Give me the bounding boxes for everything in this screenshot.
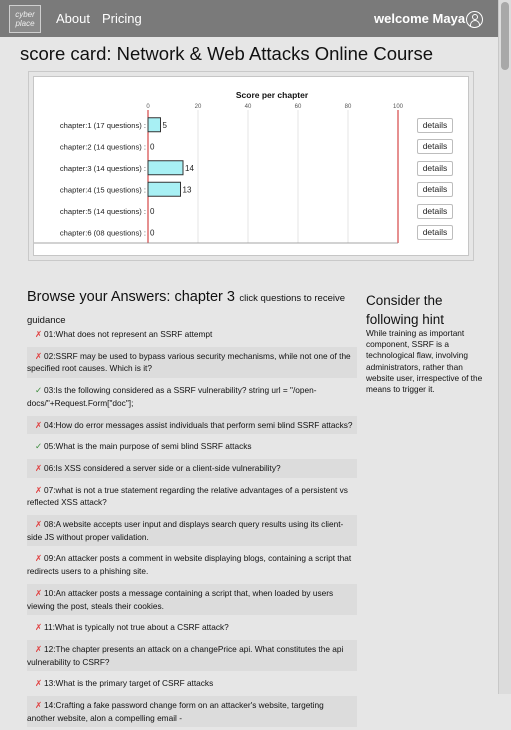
answer-question-text: 01:What does not represent an SSRF attempt [44,329,213,339]
answer-item[interactable] [27,640,357,671]
chart-title: Score per chapter [235,90,309,100]
cross-icon: ✗ [35,329,42,339]
details-button-chapter-4[interactable]: details [417,182,453,197]
details-button-chapter-1[interactable]: details [417,118,453,133]
category-label: chapter:4 (15 questions) : [59,185,146,195]
answer-item[interactable] [27,549,357,580]
nav-about-link[interactable]: About [56,11,90,26]
cross-icon: ✗ [35,587,42,598]
x-tick-label-100: 100 [392,104,404,110]
details-button-chapter-3[interactable]: details [417,161,453,176]
bar-chapter-4 [148,182,181,196]
vertical-scrollbar[interactable] [498,0,511,694]
bar-chapter-3 [148,161,183,175]
data-label: 13 [182,185,192,195]
top-navbar [0,0,498,37]
logo[interactable]: cyber place [9,5,41,33]
cross-icon: ✗ [35,678,42,689]
answer-question-text: 12:The chapter presents an attack on a changePrice api. What constitutes the api vulnerability to CSRF? [27,643,344,667]
answer-item[interactable] [27,584,357,615]
x-tick-label-0: 0 [146,104,150,110]
answer-item[interactable] [27,347,357,378]
user-icon[interactable] [466,11,483,28]
cross-icon: ✗ [35,700,42,711]
answer-item[interactable] [27,416,357,435]
details-button-chapter-5[interactable]: details [417,204,453,219]
data-label: 5 [162,120,167,130]
answer-item[interactable] [27,481,357,512]
answer-question-text: 10:An attacker posts a message containing a script that, when loaded by users viewing the post, steals their cookies. [27,587,334,611]
answer-item[interactable] [27,696,357,727]
nav-pricing-link[interactable]: Pricing [102,11,142,26]
data-label: 0 [150,142,155,152]
details-button-chapter-6[interactable]: details [417,225,453,240]
answer-item[interactable] [27,459,357,478]
answer-question-text: 02:SSRF may be used to bypass various security mechanisms, while not one of the specified root causes. Which is it? [27,350,351,374]
x-tick-label-40: 40 [244,104,252,110]
answer-question-text: 07:what is not a true statement regarding the relative advantages of a persistent vs reflected XSS attack? [27,484,348,508]
data-label: 14 [185,163,194,173]
page-title: score card: Network & Web Attacks Online Course [20,43,433,64]
x-tick-label-20: 20 [194,104,202,110]
answer-item[interactable] [27,381,357,412]
answer-question-text: 13:What is the primary target of CSRF attacks [44,678,214,689]
answer-question-text: 04:How do error messages assist individuals that perform semi blind SSRF attacks? [44,419,353,430]
answer-item[interactable] [27,325,357,344]
bar-chapter-1 [148,118,161,132]
data-label: 0 [150,206,155,216]
x-tick-label-80: 80 [344,104,352,110]
score-per-chapter-chart [34,77,470,257]
answer-question-text: 14:Crafting a fake password change form on an attacker's website, targeting another website, alon a compelling email - [27,700,324,723]
answer-question-text: 03:Is the following considered as a SSRF vulnerability? string url = "/open-docs/"+Request.Form["doc"]; [27,385,317,408]
answer-question-text: 05:What is the main purpose of semi blind SSRF attacks [44,441,252,452]
category-label: chapter:1 (17 questions) : [59,120,146,130]
category-label: chapter:5 (14 questions) : [59,206,146,216]
category-label: chapter:3 (14 questions) : [59,163,146,173]
welcome-text: welcome Maya [374,11,466,26]
cross-icon: ✗ [35,643,42,654]
answer-item[interactable] [27,618,357,637]
scrollbar-thumb[interactable] [501,2,509,70]
score-chart-card [33,76,469,256]
check-icon: ✓ [35,441,42,452]
browse-instructions: click questions to receive guidance [27,293,345,326]
x-tick-label-60: 60 [294,104,302,110]
answers-list [27,325,357,730]
cross-icon: ✗ [35,484,42,495]
answer-item[interactable] [27,437,357,456]
details-button-chapter-2[interactable]: details [417,139,453,154]
browse-answers-title: Browse your Answers: chapter 3 [27,289,235,305]
cross-icon: ✗ [35,519,42,530]
cross-icon: ✗ [35,419,42,430]
answer-item[interactable] [27,674,357,693]
answer-question-text: 09:An attacker posts a comment in website displaying blogs, containing a script that redirects users to a phishing site. [27,553,352,577]
answer-question-text: 08:A website accepts user input and displays search query results using its client-side JS without proper validation. [27,519,344,542]
cross-icon: ✗ [35,350,42,361]
category-label: chapter:2 (14 questions) : [59,142,146,152]
hint-title: Consider the following hint [366,293,445,327]
answer-question-text: 11:What is typically not true about a CSRF attack? [44,622,229,633]
answer-item[interactable] [27,515,357,546]
category-label: chapter:6 (08 questions) : [59,228,146,238]
data-label: 0 [150,228,155,238]
cross-icon: ✗ [35,462,42,473]
cross-icon: ✗ [35,622,42,633]
cross-icon: ✗ [35,553,42,564]
check-icon: ✓ [35,385,42,396]
hint-text: While training as important component, SSRF is a technological flaw, involving administrators, rather than website user, irrespective of the means to trigger it. [366,328,483,395]
answer-question-text: 06:Is XSS considered a server side or a client-side vulnerability? [44,462,281,473]
